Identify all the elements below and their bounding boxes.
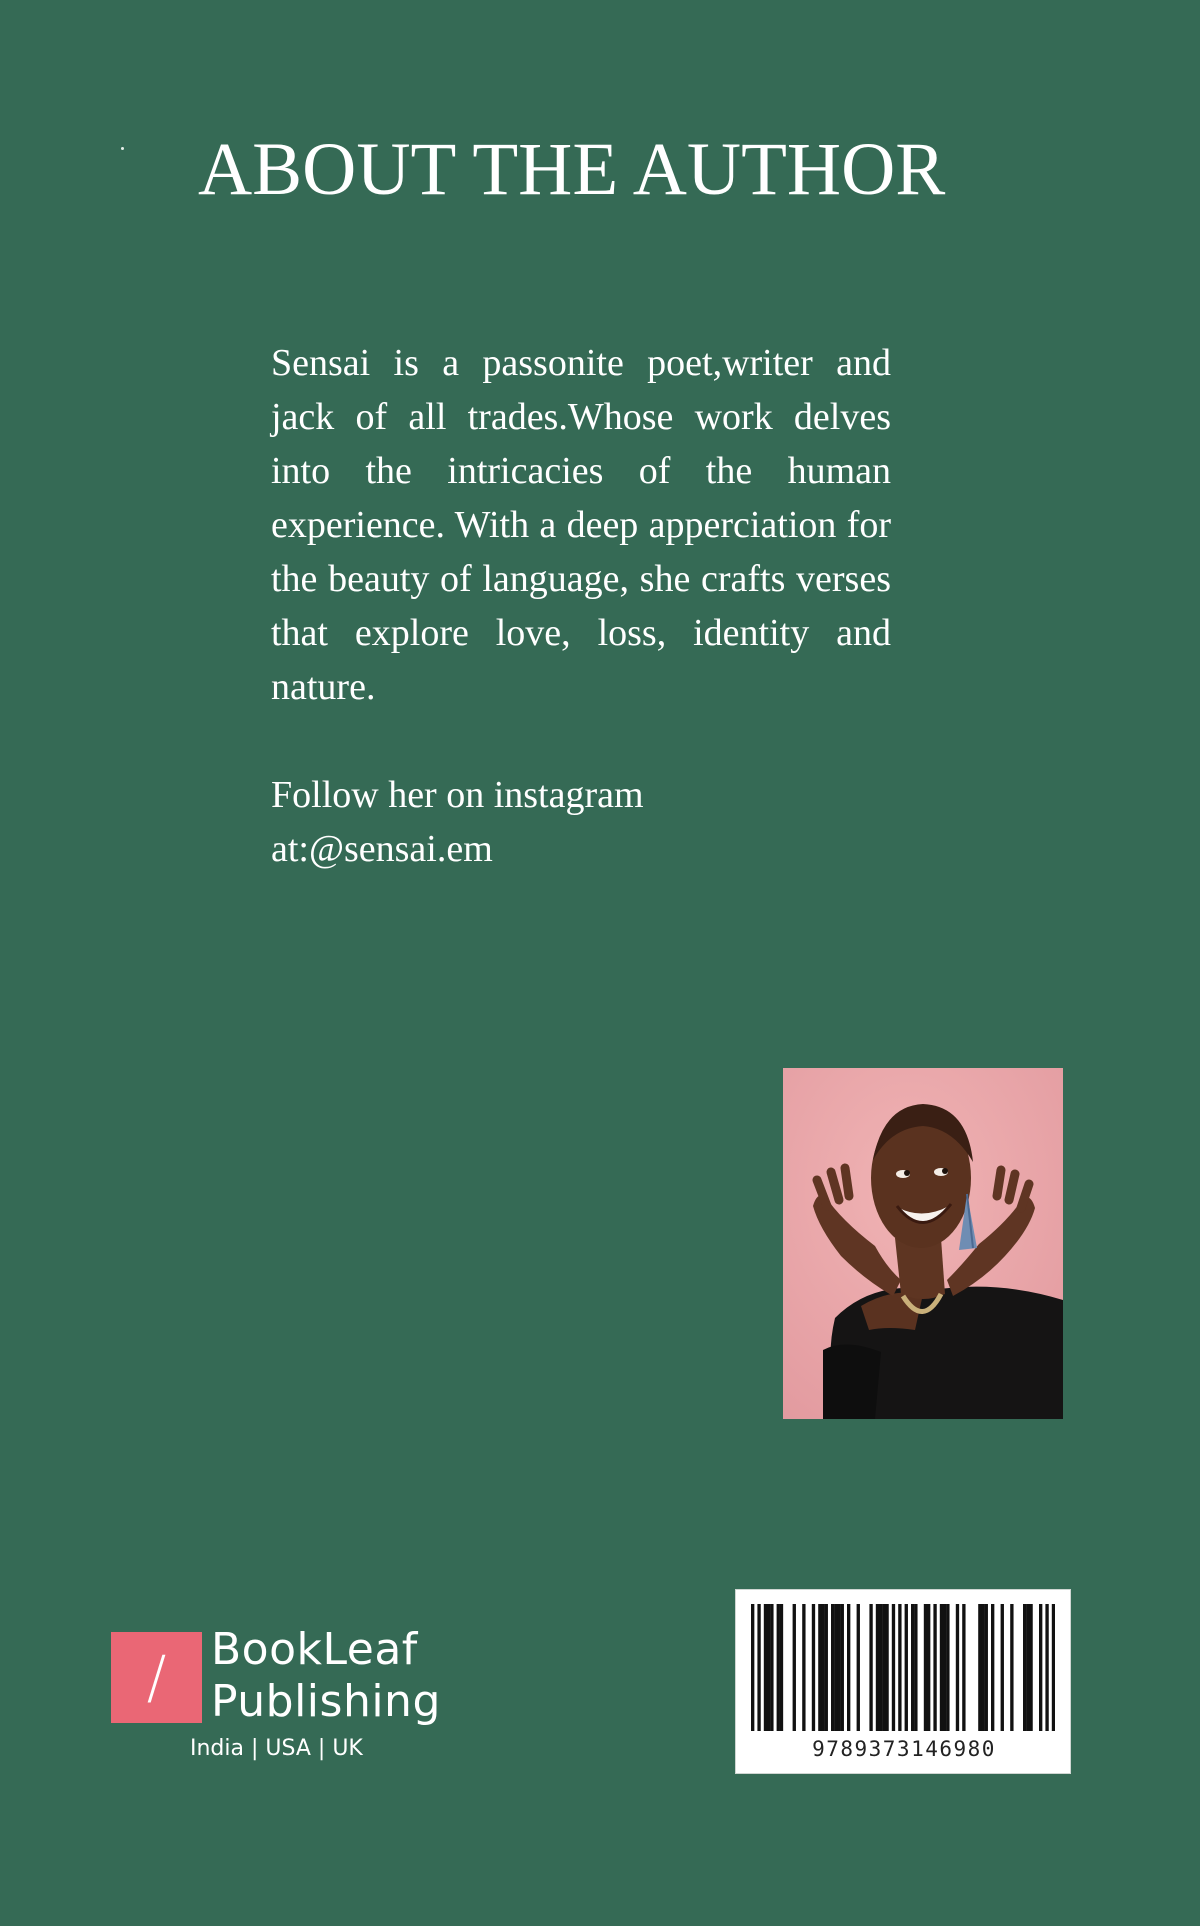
barcode-bar (1039, 1604, 1042, 1731)
barcode-bar (837, 1604, 840, 1731)
barcode-bar (777, 1604, 780, 1731)
page-title: ABOUT THE AUTHOR (198, 128, 946, 211)
barcode-bar (885, 1604, 888, 1731)
barcode-bar (876, 1604, 879, 1731)
bio-paragraph: Sensai is a passonite poet,writer and jack of all trades.Whose work delves into the intricacies of the human experience. With a deep apperciation for the beauty of language, she crafts verses that explore love, loss, identity and nature. (271, 342, 891, 708)
barcode-bar (847, 1604, 850, 1731)
barcode-bar (841, 1604, 844, 1731)
barcode-bar (812, 1604, 815, 1731)
barcode-bar (914, 1604, 917, 1731)
barcode-bar (831, 1604, 834, 1731)
barcode-bar (825, 1604, 828, 1731)
stray-dot (121, 147, 124, 150)
barcode-bar (943, 1604, 946, 1731)
barcode-bar (821, 1604, 824, 1731)
instagram-handle: at:@sensai.em (271, 828, 493, 870)
author-portrait-icon (783, 1068, 1063, 1419)
barcode-bar (1029, 1604, 1032, 1731)
publisher-locations: India | USA | UK (190, 1736, 363, 1761)
barcode-bar (911, 1604, 914, 1731)
barcode-bar (764, 1604, 767, 1731)
barcode-bar (1026, 1604, 1029, 1731)
barcode-bar (767, 1604, 770, 1731)
barcode-bar (940, 1604, 943, 1731)
publisher-name (211, 1625, 441, 1729)
bio-follow (271, 768, 891, 876)
barcode-bar (978, 1604, 981, 1731)
barcode-bar (1045, 1604, 1048, 1731)
barcode-bar (770, 1604, 773, 1731)
barcode-bar (933, 1604, 936, 1731)
isbn-barcode (735, 1589, 1071, 1774)
barcode-bar (962, 1604, 965, 1731)
barcode-bar (1001, 1604, 1004, 1731)
barcode-bar (1023, 1604, 1026, 1731)
barcode-bar (780, 1604, 783, 1731)
publisher-name-line1: BookLeaf (211, 1624, 418, 1675)
barcode-bar (751, 1604, 754, 1731)
publisher-logo (111, 1625, 471, 1770)
follow-text: Follow her on instagram (271, 774, 644, 816)
barcode-bar (985, 1604, 988, 1731)
barcode-bar (924, 1604, 927, 1731)
barcode-bar (818, 1604, 821, 1731)
barcode-bar (857, 1604, 860, 1731)
barcode-bar (1010, 1604, 1013, 1731)
author-photo (783, 1068, 1063, 1419)
barcode-bar (898, 1604, 901, 1731)
publisher-mark (111, 1632, 202, 1723)
barcode-bar (879, 1604, 882, 1731)
isbn-number: 9789373146980 (812, 1737, 996, 1761)
barcode-bar (981, 1604, 984, 1731)
author-bio (271, 336, 891, 876)
slash-icon: / (146, 1643, 167, 1711)
barcode-bar (869, 1604, 872, 1731)
barcode-bar (946, 1604, 949, 1731)
barcode-bar (927, 1604, 930, 1731)
barcode-bar (882, 1604, 885, 1731)
barcode-bar (802, 1604, 805, 1731)
barcode-bar (892, 1604, 895, 1731)
barcode-bar (905, 1604, 908, 1731)
publisher-name-line2: Publishing (211, 1676, 441, 1727)
barcode-bar (757, 1604, 760, 1731)
barcode-bar (956, 1604, 959, 1731)
barcode-bar (834, 1604, 837, 1731)
barcode-icon (751, 1604, 1055, 1731)
barcode-bar (793, 1604, 796, 1731)
barcode-bar (991, 1604, 994, 1731)
barcode-bar (1052, 1604, 1055, 1731)
